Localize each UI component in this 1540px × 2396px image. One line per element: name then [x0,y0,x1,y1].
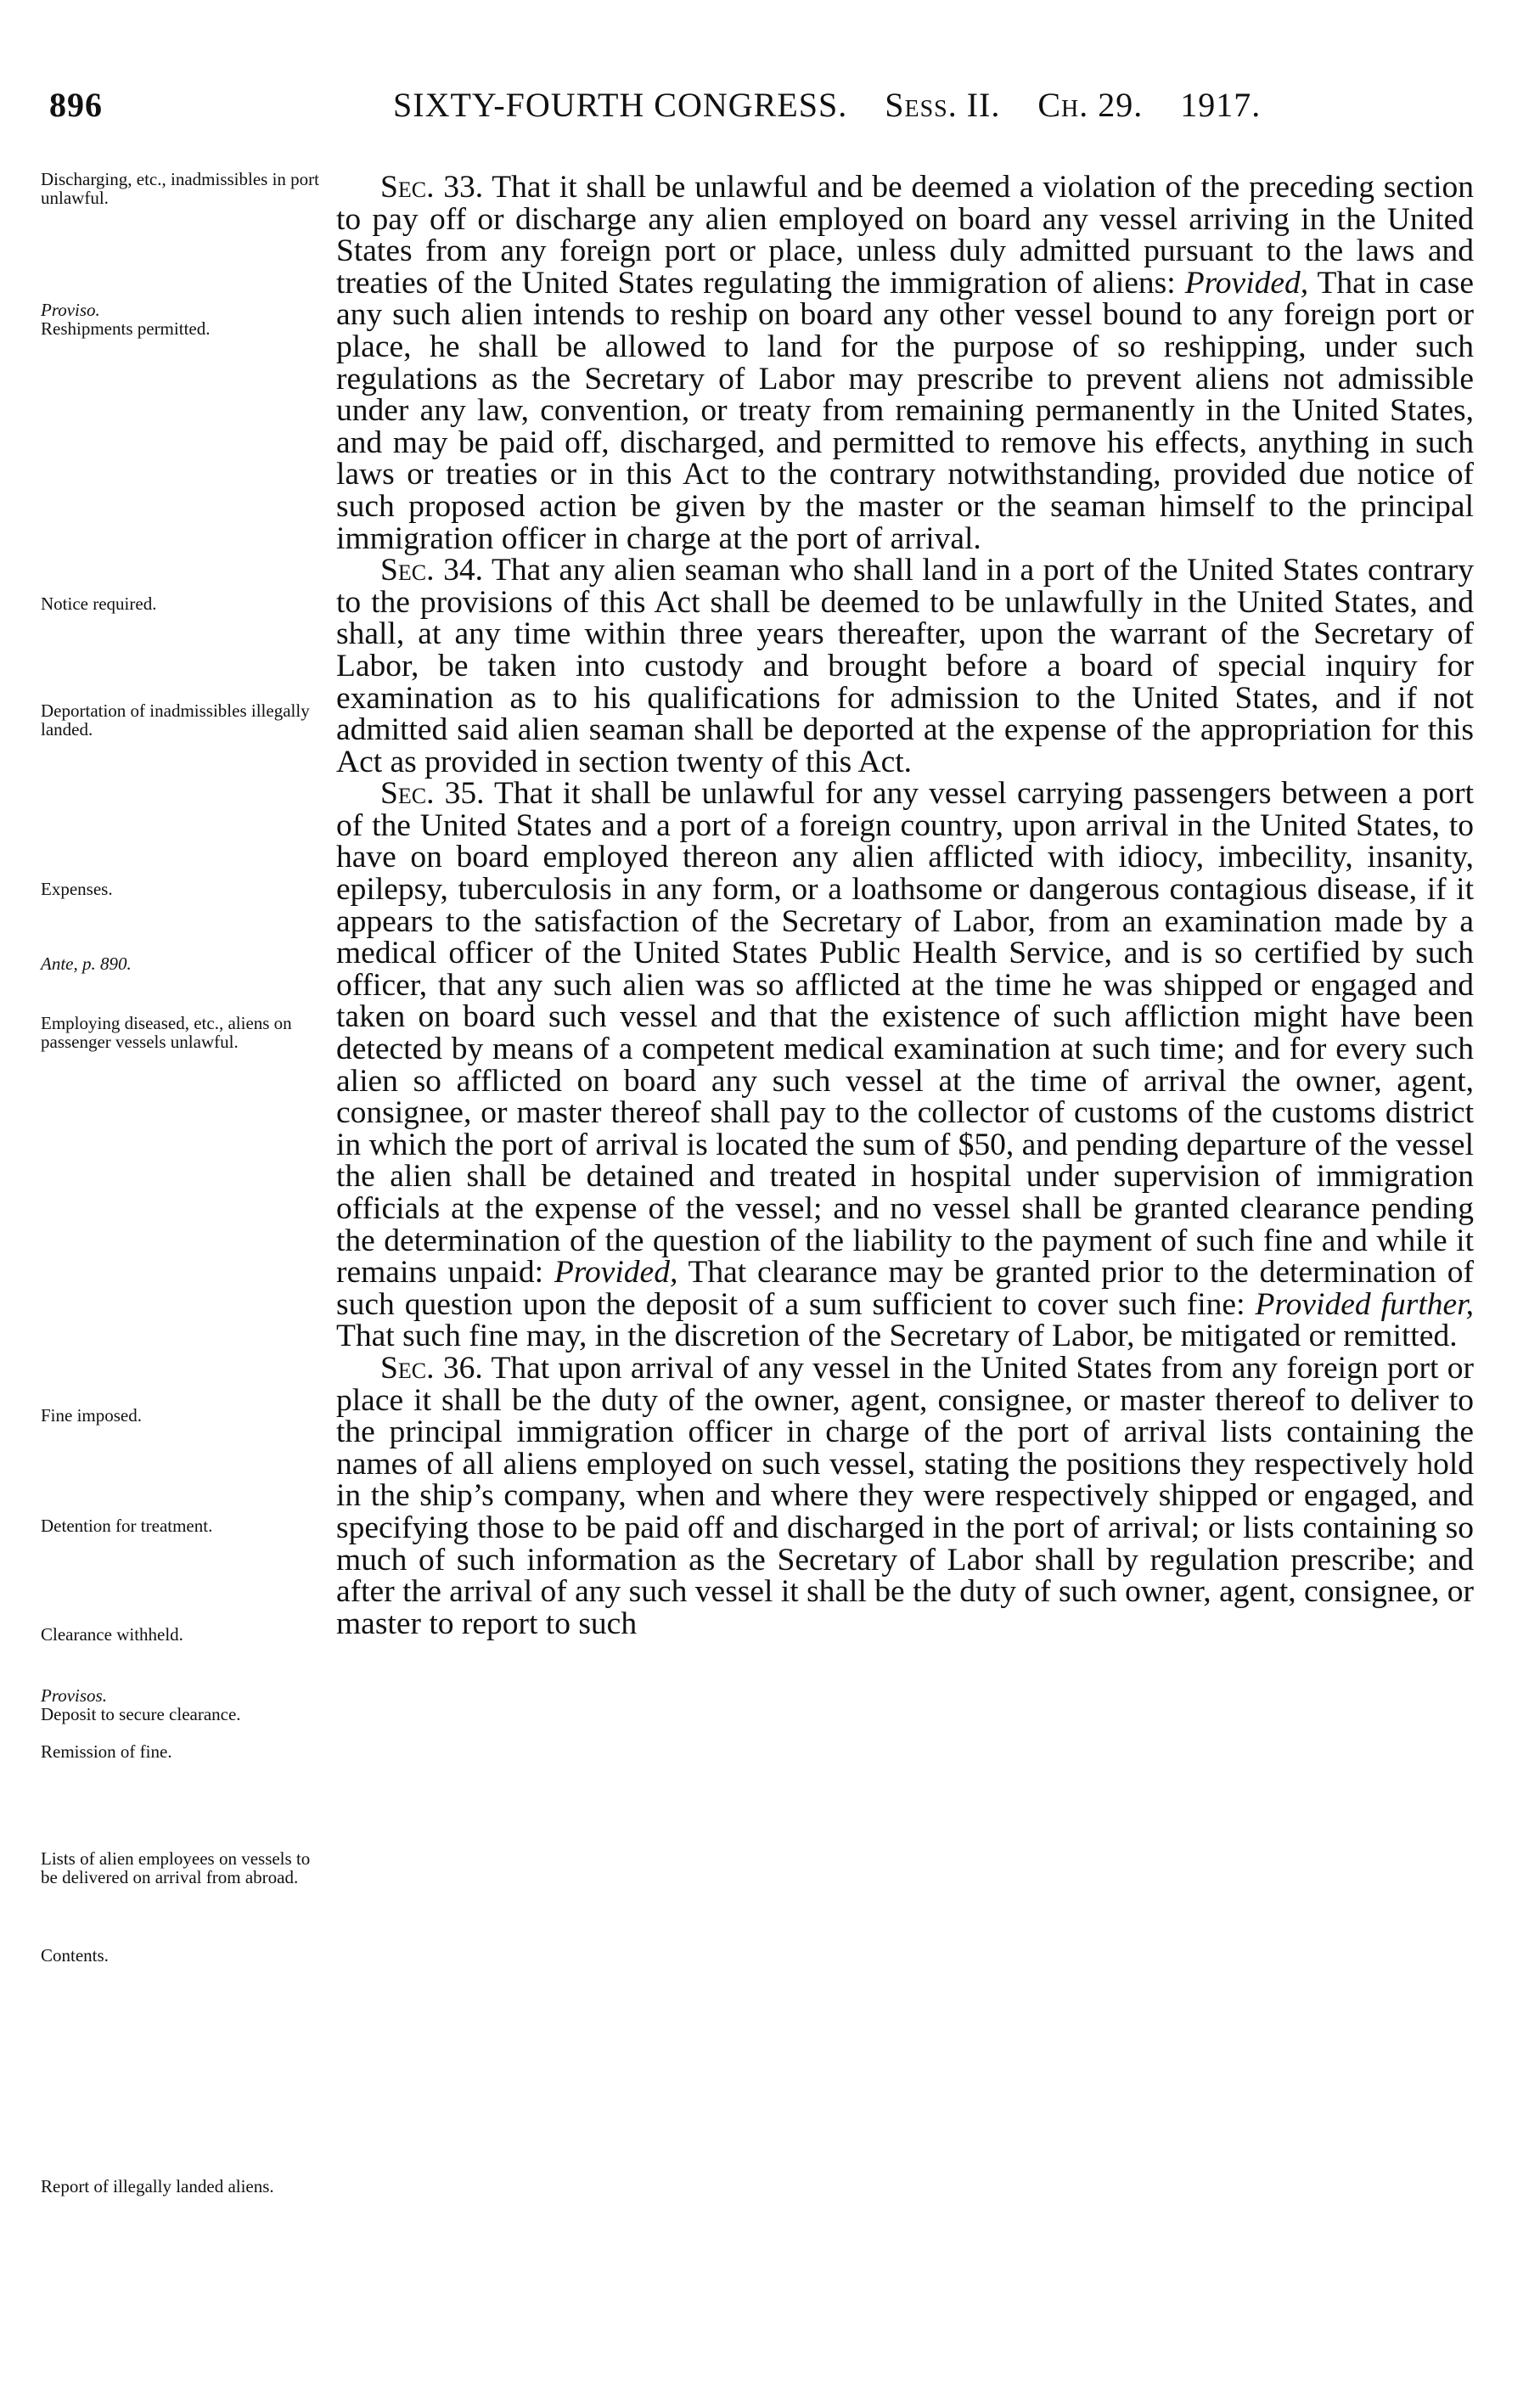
section-33 [336,172,1474,554]
year-label: 1917. [1180,86,1262,124]
section-34 [336,554,1474,778]
section-label: Sec. 34. [380,553,483,588]
session-label: Sess. II. [885,86,1001,124]
margin-note: Report of illegally landed aliens. [41,2176,274,2196]
margin-note: Ante, p. 890. [41,953,132,974]
proviso-word: Provided further, [1255,1286,1475,1322]
margin-note: Clearance withheld. [41,1624,183,1645]
page-number: 896 [49,86,103,124]
section-35 [336,778,1474,1353]
page-header [49,85,1425,136]
margin-note: Deposit to secure clearance. [41,1704,241,1724]
margin-note: Notice required. [41,593,157,614]
margin-note: Employing diseased, etc., aliens on passenger vessels unlawful. [41,1013,292,1052]
margin-note: Fine imposed. [41,1405,142,1426]
margin-note: Remission of fine. [41,1741,172,1762]
margin-note: Deportation of inadmissibles illegally landed. [41,700,310,740]
section-text: That such fine may, in the discretion of the Secretary of Labor, be mitigated or remitted. [336,1319,1458,1354]
congress-name: SIXTY-FOURTH CONGRESS. [393,86,848,124]
margin-note: Proviso. [41,300,100,320]
margin-note: Expenses. [41,879,113,899]
running-title [393,85,1261,125]
margin-note: Reshipments permitted. [41,318,211,339]
section-text: That upon arrival of any vessel in the United States from any foreign port or place it shall be the duty of the owner, agent, consignee, or master thereof to deliver to the principal immigration officer in charge of the port of arrival lists containing the names of all aliens employed on such vessel, stating the positions they respectively hold in the ship’s company, when and where they were respectively shipped or engaged, and specifying those to be paid off and discharged in the port of arrival; or lists containing so much of such information as the Secretary of Labor shall by regulation prescribe; and after the arrival of any such vessel it shall be the duty of such owner, agent, consignee, or master to report to such [336,1350,1474,1641]
section-text: That it shall be unlawful for any vessel carrying passengers between a port of the United States and a port of a foreign country, upon arrival in the United States, to have on board employed thereon any alien afflicted with idiocy, imbecility, insanity, epilepsy, tuberculosis in any form, or a loathsome or dangerous contagious disease, if it appears to the satisfaction of the Secretary of Labor, from an examination made by a medical officer of the United States Public Health Service, and is so certified by such officer, that any such alien was so afflicted at the time he was shipped or engaged and taken on board such vessel and that the existence of such affliction might have been detected by means of a competent medical examination at such time; and for every such alien so afflicted on board any such vessel at the time of arrival the owner, agent, consignee, or master thereof shall pay to the collector of customs of the customs district in which the port of arrival is located the sum of $50, and pending departure of the vessel the alien shall be detained and treated in hospital under supervision of immigration officials at the expense of the vessel; and no vessel shall be granted clearance pending the determination of the question of the liability to the payment of such fine and while it remains unpaid: [336,776,1474,1291]
chapter-label: Ch. 29. [1037,86,1144,124]
section-text: That any alien seaman who shall land in a port of the United States contrary to the provisions of this Act shall be deemed to be unlawfully in the United States, and shall, at any time within three years thereafter, upon the warrant of the Secretary of Labor, be taken into custody and brought before a board of special inquiry for examination as to his qualifications for admission to the United States, and if not admitted said alien seaman shall be deported at the expense of the appropriation for this Act as provided in section twenty of this Act. [336,553,1474,779]
section-36 [336,1350,1474,1641]
section-label: Sec. 36. [380,1350,483,1386]
statute-body [336,172,1474,1640]
section-label: Sec. 35. [380,776,485,812]
margin-note: Lists of alien employees on vessels to be delivered on arrival from abroad. [41,1848,311,1887]
section-label: Sec. 33. [380,170,484,205]
section-text: That in case any such alien intends to reship on board any other vessel bound to any foreign port or place, he shall be allowed to land for the purpose of so reshipping, under such regulations as the Secretary of Labor may prescribe to prevent aliens not admissible under any law, convention, or treaty from remaining permanently in the United States, and may be paid off, discharged, and permitted to remove his effects, anything in such laws or treaties or in this Act to the contrary notwithstanding, provided due notice of such proposed action be given by the master or the seaman himself to the principal immigration officer in charge at the port of arrival. [336,265,1475,556]
proviso-word: Provided, [1184,265,1309,301]
section-text: That clearance may be granted prior to the determination of such question upon the deposit of a sum sufficient to cover such fine: [336,1255,1474,1322]
proviso-word: Provided, [554,1255,678,1291]
margin-note: Detention for treatment. [41,1516,213,1536]
margin-note: Contents. [41,1945,109,1966]
section-text: That it shall be unlawful and be deemed a violation of the preceding section to pay off or discharge any alien employed on board any vessel arriving in the United States from any foreign port or place, unless duly admitted pursuant to the laws and treaties of the United States regulating the immigration of aliens: [336,170,1474,301]
margin-note: Discharging, etc., inadmissibles in port unlawful. [41,169,319,208]
margin-note: Provisos. [41,1685,107,1706]
